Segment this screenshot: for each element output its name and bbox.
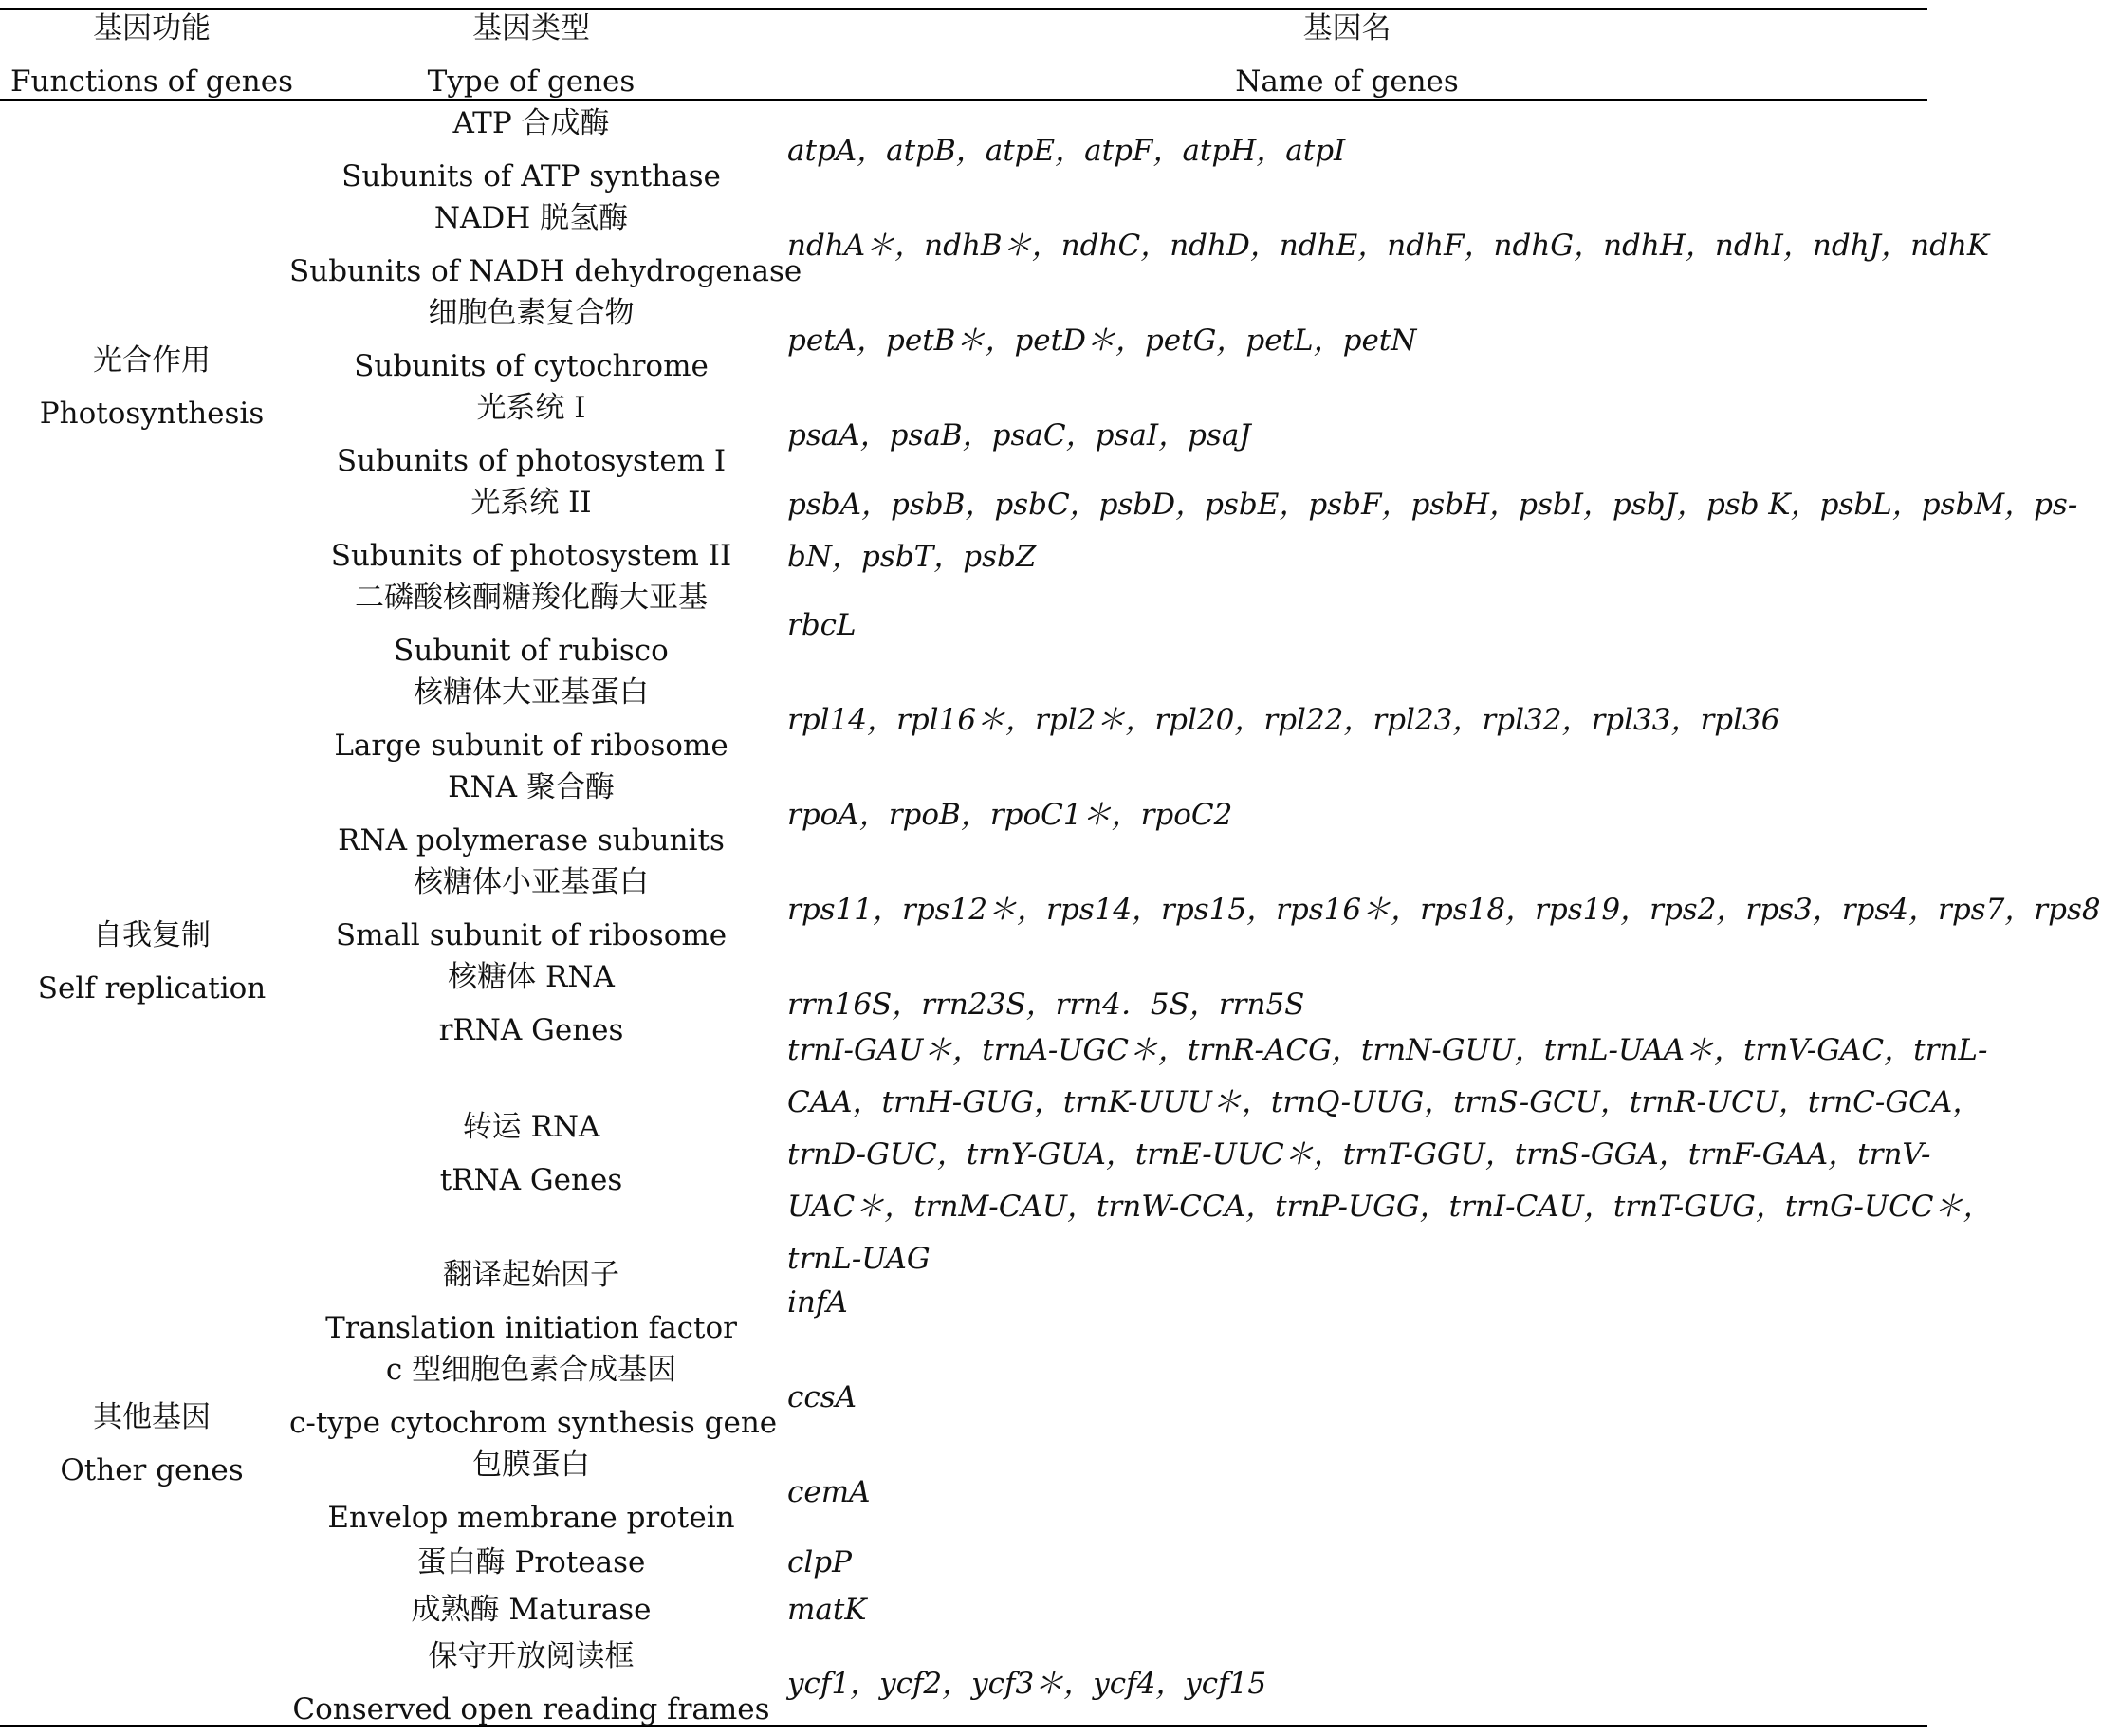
type-en: RNA polymerase subunits — [338, 823, 725, 858]
type-zh: 核糖体大亚基蛋白 — [414, 675, 649, 710]
function-zh: 其他基因 — [93, 1400, 211, 1434]
gene-line: ndhA＊，ndhB＊，ndhC，ndhD，ndhE，ndhF，ndhG，ndhH，ndhI，ndhJ，ndhK — [787, 229, 1990, 263]
genes-mat — [787, 1584, 1916, 1636]
gene-line: bN，psbT，psbZ — [787, 540, 1037, 574]
type-ycf — [289, 1630, 773, 1736]
type-psb — [289, 476, 773, 582]
type-zh: 核糖体小亚基蛋白 — [414, 865, 649, 899]
type-en: Subunit of rubisco — [394, 634, 669, 668]
gene-line: psaA，psaB，psaC，psaI，psaJ — [787, 418, 1251, 452]
gene-line: ycf1，ycf2，ycf3＊，ycf4，ycf15 — [787, 1667, 1267, 1701]
type-inf — [289, 1248, 773, 1355]
type-en: Subunits of photosystem II — [330, 539, 732, 573]
type-rpo — [289, 761, 773, 867]
header-name — [787, 2, 1907, 108]
genes-rbc — [787, 600, 1916, 652]
type-zh: 翻译起始因子 — [443, 1258, 619, 1292]
function-photosynthesis — [0, 334, 304, 440]
type-ndh — [289, 192, 802, 298]
gene-line: clpP — [787, 1545, 852, 1579]
header-functions-en: Functions of genes — [10, 65, 293, 99]
type-zh: 光系统 II — [470, 486, 592, 520]
header-name-en: Name of genes — [1235, 65, 1459, 99]
gene-line: rbcL — [787, 608, 857, 642]
gene-line: psbA，psbB，psbC，psbD，psbE，psbF，psbH，psbI，psbJ，psb K，psbL，psbM，ps- — [787, 488, 2078, 522]
type-ccs — [289, 1343, 778, 1450]
gene-line: ccsA — [787, 1380, 857, 1414]
header-functions — [0, 2, 304, 108]
type-en: Subunits of NADH dehydrogenase — [289, 254, 802, 288]
type-en: Conserved open reading frames — [292, 1692, 770, 1727]
type-zh: 保守开放阅读框 — [428, 1639, 635, 1673]
gene-line: rpl14，rpl16＊，rpl2＊，rpl20，rpl22，rpl23，rpl32，rpl33，rpl36 — [787, 703, 1780, 737]
type-zh: 蛋白酶 Protease — [416, 1545, 646, 1579]
function-en: Other genes — [60, 1453, 244, 1487]
genes-rpo — [787, 789, 1916, 841]
gene-line: rps11，rps12＊，rps14，rps15，rps16＊，rps18，rps19，rps2，rps3，rps4，rps7，rps8 — [787, 893, 2101, 927]
function-other-genes — [0, 1391, 304, 1497]
function-en: Self replication — [37, 971, 267, 1006]
gene-line: trnD-GUC，trnY-GUA，trnE-UUC＊，trnT-GGU，trnS-GGA，trnF-GAA，trnV- — [787, 1137, 1931, 1172]
type-mat — [289, 1583, 773, 1636]
gene-line: cemA — [787, 1475, 871, 1509]
type-en: Translation initiation factor — [325, 1311, 737, 1345]
type-psa — [289, 381, 773, 488]
type-en: c-type cytochrom synthesis gene — [289, 1406, 778, 1440]
gene-line: rrn16S，rrn23S，rrn4．5S，rrn5S — [787, 988, 1305, 1022]
type-zh: 光系统 I — [476, 391, 586, 425]
type-rrn — [289, 951, 773, 1057]
type-zh: 转运 RNA — [462, 1110, 600, 1144]
type-atp — [289, 97, 773, 203]
type-en: Small subunit of ribosome — [335, 918, 728, 952]
gene-line: trnI-GAU＊，trnA-UGC＊，trnR-ACG，trnN-GUU，trnL-UAA＊，trnV-GAC，trnL- — [787, 1033, 1988, 1067]
genes-psb — [787, 479, 2078, 583]
function-self-replication — [0, 909, 304, 1015]
type-en: Envelop membrane protein — [327, 1501, 735, 1535]
gene-line: infA — [787, 1285, 848, 1320]
type-zh: RNA 聚合酶 — [448, 770, 615, 804]
gene-line: trnL-UAG — [787, 1242, 931, 1276]
header-type-en: Type of genes — [427, 65, 636, 99]
genes-rps — [787, 884, 2101, 936]
type-trn — [289, 1100, 773, 1207]
genes-pet — [787, 315, 1916, 367]
genes-cem — [787, 1467, 1916, 1519]
genes-rrn — [787, 979, 1916, 1031]
gene-line: rpoA，rpoB，rpoC1＊，rpoC2 — [787, 798, 1233, 832]
type-rpl — [289, 666, 773, 772]
gene-line: matK — [787, 1593, 867, 1627]
type-zh: 二磷酸核酮糖羧化酶大亚基 — [355, 581, 708, 615]
header-type-zh: 基因类型 — [472, 11, 590, 46]
genes-inf — [787, 1277, 1916, 1329]
genes-atp — [787, 125, 1916, 177]
type-zh: 核糖体 RNA — [448, 960, 615, 994]
gene-line: UAC＊，trnM-CAU，trnW-CCA，trnP-UGG，trnI-CAU，trnT-GUG，trnG-UCC＊， — [787, 1190, 1993, 1224]
gene-line: atpA，atpB，atpE，atpF，atpH，atpI — [787, 134, 1346, 168]
type-rbc — [289, 571, 773, 677]
gene-line: CAA，trnH-GUG，trnK-UUU＊，trnQ-UUG，trnS-GCU，trnR-UCU，trnC-GCA， — [787, 1085, 1982, 1119]
type-pet — [289, 286, 773, 393]
header-type — [289, 2, 773, 108]
genes-rpl — [787, 694, 1916, 747]
header-name-zh: 基因名 — [1302, 11, 1391, 46]
function-zh: 自我复制 — [93, 918, 211, 952]
type-clp — [289, 1536, 773, 1589]
gene-line: petA，petB＊，petD＊，petG，petL，petN — [787, 323, 1417, 358]
genes-ycf — [787, 1658, 1916, 1710]
genes-ccs — [787, 1372, 1916, 1424]
type-en: Subunits of ATP synthase — [341, 159, 721, 194]
type-zh: 包膜蛋白 — [472, 1448, 590, 1482]
header-functions-zh: 基因功能 — [93, 11, 211, 46]
function-en: Photosynthesis — [39, 397, 265, 431]
type-zh: 成熟酶 Maturase — [411, 1593, 652, 1627]
genes-trn — [787, 1025, 1993, 1285]
genes-psa — [787, 410, 1916, 462]
function-zh: 光合作用 — [93, 343, 211, 378]
genes-ndh — [787, 220, 1990, 272]
type-zh: ATP 合成酶 — [452, 106, 610, 140]
type-en: Subunits of photosystem I — [336, 444, 727, 478]
type-cem — [289, 1438, 773, 1544]
type-zh: 细胞色素复合物 — [428, 296, 635, 330]
type-zh: c 型细胞色素合成基因 — [385, 1353, 677, 1387]
type-en: Subunits of cytochrome — [354, 349, 709, 383]
type-rps — [289, 856, 773, 962]
type-en: rRNA Genes — [438, 1013, 624, 1047]
type-en: tRNA Genes — [439, 1163, 623, 1197]
type-en: Large subunit of ribosome — [334, 729, 728, 763]
genes-clp — [787, 1537, 1916, 1589]
type-zh: NADH 脱氢酶 — [433, 201, 629, 235]
